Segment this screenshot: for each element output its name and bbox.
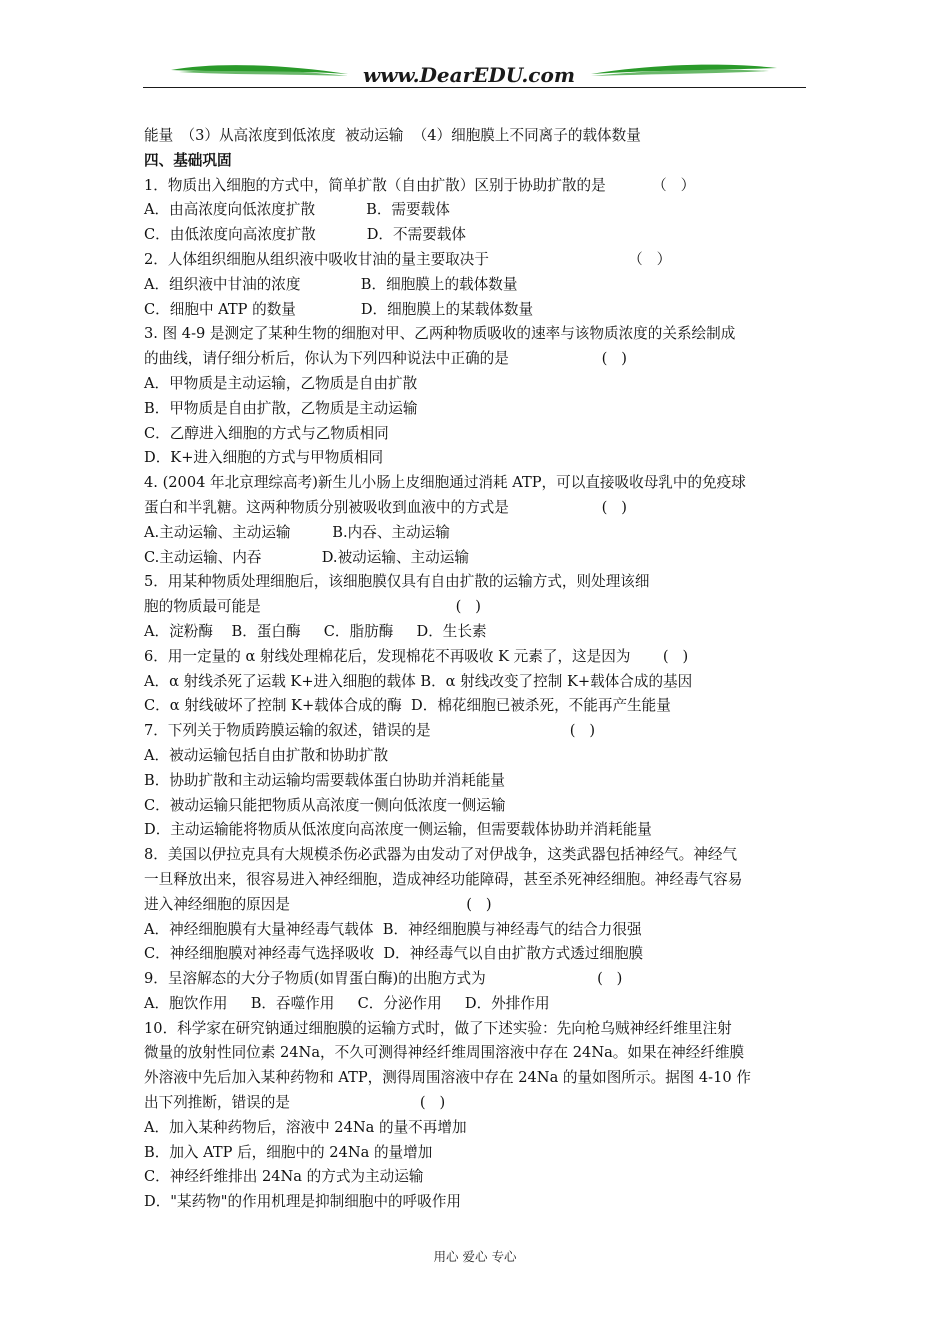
question-7-option-b: B．协助扩散和主动运输均需要载体蛋白协助并消耗能量	[144, 771, 505, 789]
question-6: 6．用一定量的 α 射线处理棉花后，发现棉花不再吸收 K 元素了，这是因为 ( )	[144, 647, 689, 665]
text-line: 能量 （3）从高浓度到低浓度 被动运输 （4）细胞膜上不同离子的载体数量	[144, 127, 641, 144]
question-5: 5．用某种物质处理细胞后，该细胞膜仅具有自由扩散的运输方式，则处理该细	[144, 573, 650, 591]
question-9: 9．呈溶解态的大分子物质(如胃蛋白酶)的出胞方式为 ( )	[144, 970, 623, 988]
question-5-cont: 胞的物质最可能是 ( )	[144, 598, 481, 616]
question-8-cont-2: 进入神经细胞的原因是 ( )	[144, 895, 492, 913]
section-heading: 四、基础巩固	[144, 151, 232, 169]
question-3-cont: 的曲线，请仔细分析后，你认为下列四种说法中正确的是 ( )	[144, 350, 627, 368]
question-10-cont-2: 外溶液中先后加入某种药物和 ATP，测得周围溶液中存在 24Na 的量如图所示。据图 4-10 作	[144, 1069, 751, 1087]
question-3-option-a: A．甲物质是主动运输，乙物质是自由扩散	[144, 374, 418, 392]
question-3: 3. 图 4-9 是测定了某种生物的细胞对甲、乙两种物质吸收的速率与该物质浓度的关系绘制成	[144, 325, 736, 343]
question-7-option-c: C．被动运输只能把物质从高浓度一侧向低浓度一侧运输	[144, 796, 506, 814]
question-2-options-c-d: C．细胞中 ATP 的数量 D．细胞膜上的某载体数量	[144, 300, 534, 318]
question-10-option-a: A．加入某种药物后，溶液中 24Na 的量不再增加	[144, 1118, 467, 1136]
page-header	[143, 58, 806, 90]
question-8-options-a-b: A．神经细胞膜有大量神经毒气载体 B．神经细胞膜与神经毒气的结合力很强	[144, 920, 642, 938]
page-footer: 用心 爱心 专心	[433, 1249, 517, 1264]
question-2-options-a-b: A．组织液中甘油的浓度 B．细胞膜上的载体数量	[144, 275, 518, 293]
question-7-option-d: D．主动运输能将物质从低浓度向高浓度一侧运输，但需要载体协助并消耗能量	[144, 821, 652, 839]
question-5-options: A．淀粉酶 B．蛋白酶 C．脂肪酶 D．生长素	[144, 622, 487, 640]
question-1-options-c-d: C．由低浓度向高浓度扩散 D．不需要载体	[144, 226, 466, 244]
question-10-cont: 微量的放射性同位素 24Na，不久可测得神经纤维周围溶液中存在 24Na。如果在神经纤维膜	[144, 1044, 745, 1062]
question-4-options-a-b: A.主动运输、主动运输 B.内吞、主动运输	[144, 523, 450, 541]
question-3-option-b: B．甲物质是自由扩散，乙物质是主动运输	[144, 399, 418, 417]
question-1-options-a-b: A．由高浓度向低浓度扩散 B．需要载体	[144, 201, 450, 219]
question-4-cont: 蛋白和半乳糖。这两种物质分别被吸收到血液中的方式是 ( )	[144, 498, 627, 516]
header-rule	[143, 87, 806, 88]
question-6-options-a-b: A．α 射线杀死了运载 K+进入细胞的载体 B．α 射线改变了控制 K+载体合成的基因	[144, 672, 693, 690]
question-4-options-c-d: C.主动运输、内吞 D.被动运输、主动运输	[144, 548, 469, 566]
question-10: 10．科学家在研究钠通过细胞膜的运输方式时，做了下述实验：先向枪乌贼神经纤维里注射	[144, 1019, 732, 1037]
question-10-cont-3: 出下列推断，错误的是 ( )	[144, 1094, 446, 1112]
question-9-options: A．胞饮作用 B．吞噬作用 C．分泌作用 D．外排作用	[144, 994, 550, 1012]
logo-banner	[143, 58, 806, 88]
question-7-option-a: A．被动运输包括自由扩散和协助扩散	[144, 746, 389, 764]
question-4: 4. (2004 年北京理综高考)新生儿小肠上皮细胞通过消耗 ATP，可以直接吸收母乳中的免疫球	[144, 474, 746, 492]
question-10-option-b: B．加入 ATP 后，细胞中的 24Na 的量增加	[144, 1143, 433, 1161]
document-body	[144, 124, 816, 1215]
question-1: 1．物质出入细胞的方式中，简单扩散（自由扩散）区别于协助扩散的是 （ ）	[144, 176, 696, 194]
question-6-options-c-d: C．α 射线破坏了控制 K+载体合成的酶 D．棉花细胞已被杀死，不能再产生能量	[144, 697, 671, 715]
question-8-options-c-d: C．神经细胞膜对神经毒气选择吸收 D．神经毒气以自由扩散方式透过细胞膜	[144, 945, 644, 963]
question-2: 2．人体组织细胞从组织液中吸收甘油的量主要取决于 （ ）	[144, 250, 672, 268]
question-10-option-c: C．神经纤维排出 24Na 的方式为主动运输	[144, 1168, 424, 1186]
question-8: 8．美国以伊拉克具有大规模杀伤必武器为由发动了对伊战争，这类武器包括神经气。神经气	[144, 846, 738, 864]
question-3-option-d: D．K+进入细胞的方式与甲物质相同	[144, 449, 384, 467]
question-8-cont: 一旦释放出来，很容易进入神经细胞，造成神经功能障碍，甚至杀死神经细胞。神经毒气容易	[144, 870, 743, 888]
logo-text: www.DearEDU.com	[362, 63, 576, 87]
question-7: 7．下列关于物质跨膜运输的叙述，错误的是 ( )	[144, 722, 596, 740]
question-3-option-c: C．乙醇进入细胞的方式与乙物质相同	[144, 424, 389, 442]
question-10-option-d: D．"某药物"的作用机理是抑制细胞中的呼吸作用	[144, 1193, 462, 1211]
